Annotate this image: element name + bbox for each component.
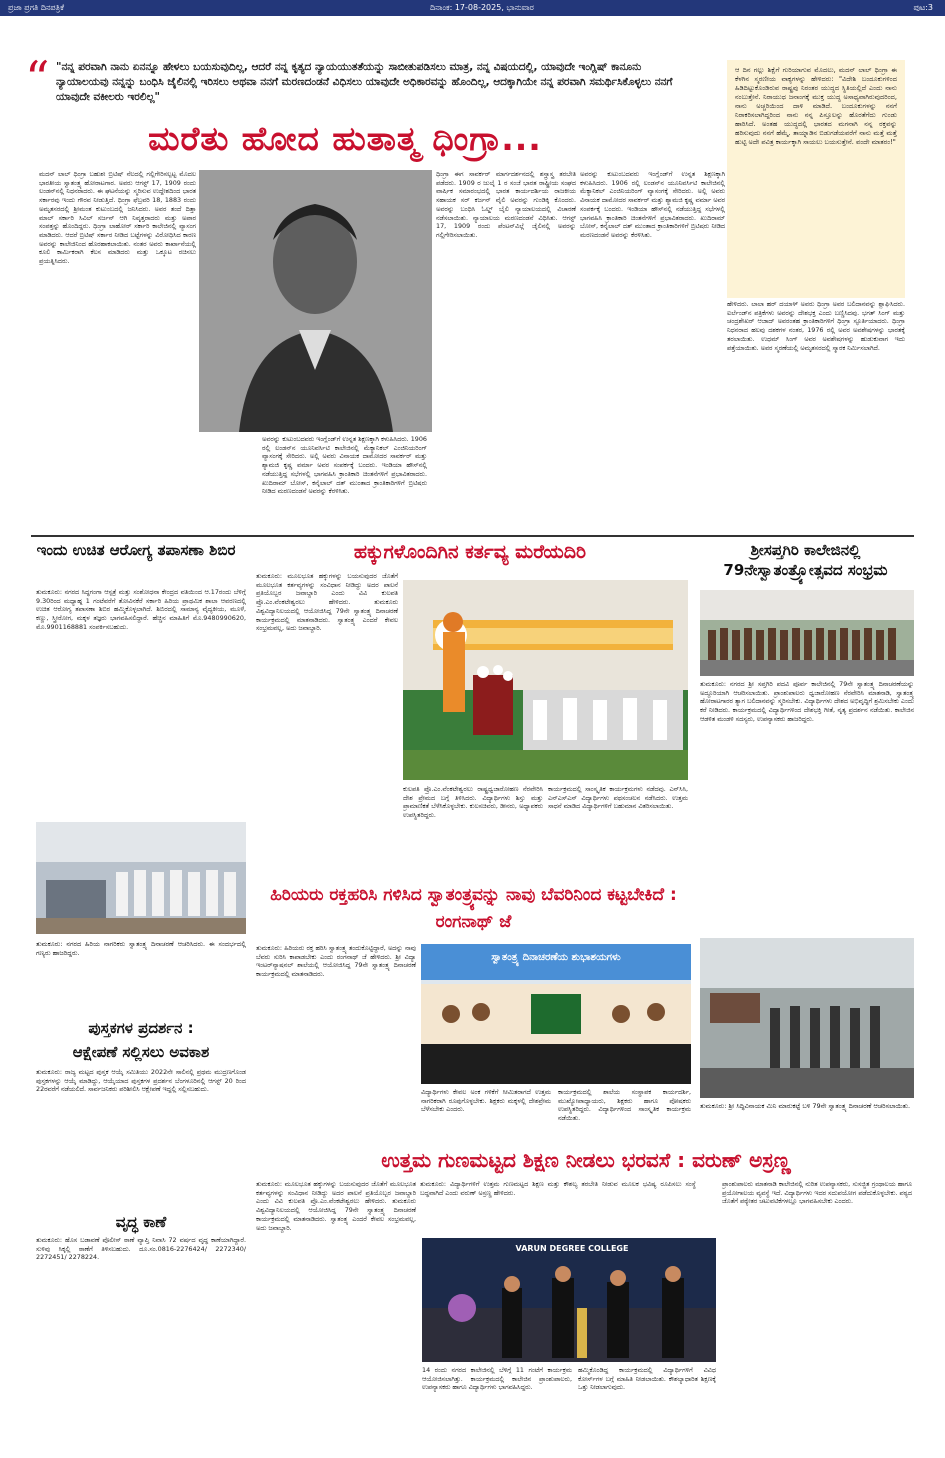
senior-citizens-photo: [36, 822, 246, 934]
dhingra-portrait: [199, 170, 432, 432]
lead-col-2: ಅವರನ್ನು ಕುಟುಂಬದವರು ಇಂಗ್ಲೆಂಡ್‌ಗೆ ಉನ್ನತ ಶಿಕ್ಷಣಕ್ಕಾಗಿ ಕಳುಹಿಸಿದರು. 1906 ರಲ್ಲಿ ಲಂಡನ್‌ನ ಯೂನಿವರ್ಸಿಟಿ ಕಾಲೇಜಿನಲ್ಲಿ ಮೆಕ್ಯಾನಿಕಲ್ ಎಂಜಿನಿಯರಿಂಗ್ ವ್ಯಾಸಂಗಕ್ಕೆ ಸೇರಿದರು. ಅಲ್ಲಿ ಅವರು ವಿನಾಯಕ ದಾಮೋದರ ಸಾವರ್ಕರ್ ಮತ್ತು ಶ್ಯಾಮಜಿ ಕೃಷ್ಣ ವರ್ಮಾ ಅವರ ಸಂಪರ್ಕಕ್ಕೆ ಬಂದರು. ಇಂಡಿಯಾ ಹೌಸ್‌ನಲ್ಲಿ ನಡೆಯುತ್ತಿದ್ದ ಸಭೆಗಳಲ್ಲಿ ಭಾಗವಹಿಸಿ ಕ್ರಾಂತಿಕಾರಿ ಚಿಂತನೆಗಳಿಗೆ ಪ್ರಭಾವಿತರಾದರು. ಖುದಿರಾಮ್ ಬೋಸ್, ಕನೈಲಾಲ್ ದತ್ ಮುಂತಾದ ಕ್ರಾಂತಿಕಾರಿಗಳಿಗೆ ಬ್ರಿಟಿಷರು ನೀಡಿದ ಮರಣದಂಡನೆ ಅವರನ್ನು ಕೆರಳಿಸಿತು.: [262, 435, 427, 496]
education-right: ಪ್ರಾಂಶುಪಾಲರು ಮಾತನಾಡಿ ಕಾಲೇಜಿನಲ್ಲಿ ನುರಿತ ಉಪನ್ಯಾಸಕರು, ಸುಸಜ್ಜಿತ ಗ್ರಂಥಾಲಯ ಹಾಗೂ ಪ್ರಯೋಗಾಲಯ ವ್ಯವಸ್ಥೆ ಇದೆ. ವಿದ್ಯಾರ್ಥಿಗಳು ಇದರ ಸದುಪಯೋಗ ಪಡೆದುಕೊಳ್ಳಬೇಕು. ಪಠ್ಯದ ಜೊತೆಗೆ ಪಠ್ಯೇತರ ಚಟುವಟಿಕೆಗಳಲ್ಲೂ ಭಾಗವಹಿಸಬೇಕು ಎಂದರು.: [722, 1180, 912, 1206]
section-divider: [31, 535, 914, 537]
issue-date: ದಿನಾಂಕ: 17-08-2025, ಭಾನುವಾರ: [430, 3, 534, 12]
college-event-body: ತುಮಕೂರು: ನಗರದ ಶ್ರೀ ಸಪ್ತಗಿರಿ ಪದವಿ ಪೂರ್ವ ಕಾಲೇಜಿನಲ್ಲಿ 79ನೇ ಸ್ವಾತಂತ್ರ್ಯ ದಿನಾಚರಣೆಯನ್ನು ಅದ್ದೂರಿಯಾಗಿ ಆಚರಿಸಲಾಯಿತು. ಪ್ರಾಂಶುಪಾಲರು ಧ್ವಜಾರೋಹಣ ನೆರವೇರಿಸಿ ಮಾತನಾಡಿ, ಸ್ವಾತಂತ್ರ್ಯ ಹೋರಾಟಗಾರರ ತ್ಯಾಗ ಬಲಿದಾನವನ್ನು ಸ್ಮರಿಸಬೇಕು. ವಿದ್ಯಾರ್ಥಿಗಳು ದೇಶದ ಅಭಿವೃದ್ಧಿಗೆ ಶ್ರಮಿಸಬೇಕು ಎಂದು ಕರೆ ನೀಡಿದರು. ಕಾರ್ಯಕ್ರಮದಲ್ಲಿ ವಿದ್ಯಾರ್ಥಿಗಳಿಂದ ದೇಶಭಕ್ತಿ ಗೀತೆ, ನೃತ್ಯ ಪ್ರದರ್ಶನ ನಡೆಯಿತು. ಕಾಲೇಜಿನ ಆಡಳಿತ ಮಂಡಳಿ ಸದಸ್ಯರು, ಉಪನ್ಯಾಸಕರು ಹಾಜರಿದ್ದರು.: [700, 680, 914, 723]
duties-col-c: ಕಾರ್ಯಕ್ರಮದಲ್ಲಿ ಸಾಂಸ್ಕೃತಿಕ ಕಾರ್ಯಕ್ರಮಗಳು ನಡೆದವು. ಎನ್‌ಸಿಸಿ, ಎನ್‌ಎಸ್‌ಎಸ್ ವಿದ್ಯಾರ್ಥಿಗಳು ಪಥಸಂಚಲನ ನಡೆಸಿದರು. ಉತ್ತಮ ಸಾಧನೆ ಮಾಡಿದ ವಿದ್ಯಾರ್ಥಿಗಳಿಗೆ ಬಹುಮಾನ ವಿತರಿಸಲಾಯಿತು.: [548, 785, 688, 811]
university-event-photo: [403, 580, 688, 780]
school-event-photo: [421, 944, 691, 1084]
blood-col-right: ಕಾರ್ಯಕ್ರಮದಲ್ಲಿ ಶಾಲೆಯ ಸಂಸ್ಥಾಪಕ ಕಾರ್ಯದರ್ಶಿ, ಮುಖ್ಯೋಪಾಧ್ಯಾಯರು, ಶಿಕ್ಷಕರು ಹಾಗೂ ಪೋಷಕರು ಉಪಸ್ಥಿತರಿದ್ದರು. ವಿದ್ಯಾರ್ಥಿಗಳಿಂದ ಸಾಂಸ್ಕೃತಿಕ ಕಾರ್ಯಕ್ರಮ ನಡೆಯಿತು.: [558, 1088, 691, 1123]
lead-quote: "ನನ್ನ ಪರವಾಗಿ ನಾನು ಏನನ್ನೂ ಹೇಳಲು ಬಯಸುವುದಿಲ್ಲ, ಆದರೆ ನನ್ನ ಕೃತ್ಯದ ನ್ಯಾಯಯುತತೆಯನ್ನು ಸಾಬೀತುಪಡಿಸಲು ಮಾತ್ರ, ನನ್ನ ವಿಷಯದಲ್ಲಿ, ಯಾವುದೇ ಇಂಗ್ಲಿಷ್ ಕಾನೂನು ನ್ಯಾಯಾಲಯವು ನನ್ನನ್ನು ಬಂಧಿಸಿ ಜೈಲಿನಲ್ಲಿ ಇರಿಸಲು ಅಥವಾ ನನಗೆ ಮರಣದಂಡನೆ ವಿಧಿಸಲು ಯಾವುದೇ ಅಧಿಕಾರವನ್ನು ಹೊಂದಿಲ್ಲ, ಆದಕ್ಕಾಗಿಯೇ ನನ್ನ ಪರವಾಗಿ ಸಮರ್ಥಿಸಿಕೊಳ್ಳಲು ನನಗೆ ಯಾವುದೇ ವಕೀಲರು ಇರಲಿಲ್ಲ": [56, 61, 673, 103]
education-headline: ಉತ್ತಮ ಗುಣಮಟ್ಟದ ಶಿಕ್ಷಣ ನೀಡಲು ಭರವಸೆ : ವರುಣ್ ಅಸ್ರಣ್ಣ: [381, 1148, 791, 1172]
blood-story-headline: ಹಿರಿಯರು ರಕ್ತಹರಿಸಿ ಗಳಿಸಿದ ಸ್ವಾತಂತ್ರ್ಯವನ್ನು ನಾವು ಬೆವರಿನಿಂದ ಕಟ್ಟಬೇಕಿದೆ : ರಂಗನಾಥ್ ಜೆ: [270, 885, 677, 932]
quote-mark-icon: “: [25, 51, 50, 107]
market-event-photo: [700, 938, 914, 1098]
education-left-col: ತುಮಕೂರು: ಮೂಲಭೂತ ಹಕ್ಕುಗಳನ್ನು ಬಯಸುವುದರ ಜೊತೆಗೆ ಮೂಲಭೂತ ಕರ್ತವ್ಯಗಳನ್ನು ಸಂವಿಧಾನ ನೀಡಿದ್ದು ಅದರ ಪಾಲನೆ ಪ್ರತಿಯೊಬ್ಬರ ಜವಾಬ್ದಾರಿ ಎಂದು ವಿವಿ ಕುಲಪತಿ ಪ್ರೊ.ಎಂ.ವೆಂಕಟೇಶ್ವರಲು ಹೇಳಿದರು. ತುಮಕೂರು ವಿಶ್ವವಿದ್ಯಾನಿಲಯದಲ್ಲಿ ಆಯೋಜಿಸಿದ್ದ 79ನೇ ಸ್ವಾತಂತ್ರ್ಯ ದಿನಾಚರಣೆ ಕಾರ್ಯಕ್ರಮದಲ್ಲಿ ಮಾತನಾಡಿದರು. ಸ್ವಾತಂತ್ರ್ಯ ಎಂದರೆ ಕೇವಲ ಸಂಭ್ರಮವಲ್ಲ, ಅದು ಜವಾಬ್ದಾರಿ.: [256, 1180, 416, 1232]
health-camp-heading: ಇಂದು ಉಚಿತ ಆರೋಗ್ಯ ತಪಾಸಣಾ ಶಿಬಿರ: [36, 541, 236, 559]
dhingra-last-words-box: [727, 60, 905, 298]
last-words-text: ಆ ದಿನ ಗಲ್ಲು ಶಿಕ್ಷೆಗೆ ಗುರಿಯಾಗುವ ಮೊದಲು, ಮದನ್ ಲಾಲ್ ಧಿಂಗ್ರಾ ಈ ಕೆಳಗಿನ ಸ್ಮರಣೀಯ ವಾಕ್ಯಗಳನ್ನು ಹೇಳಿದರು: "ವಿದೇಶಿ ಬಂದೂಕುಗಳಿಂದ ಹಿಡಿದಿಟ್ಟುಕೊಂಡಿರುವ ರಾಷ್ಟ್ರವು ನಿರಂತರ ಯುದ್ಧದ ಸ್ಥಿತಿಯಲ್ಲಿದೆ ಎಂದು ನಾನು ನಂಬುತ್ತೇನೆ. ನಿರಾಯುಧ ಜನಾಂಗಕ್ಕೆ ಮುಕ್ತ ಯುದ್ಧ ಅಸಾಧ್ಯವಾಗಿರುವುದರಿಂದ, ನಾನು ಅಚ್ಚರಿಯಿಂದ ದಾಳಿ ಮಾಡಿದೆ. ಬಂದೂಕುಗಳನ್ನು ನನಗೆ ನಿರಾಕರಿಸಲಾಗಿದ್ದರಿಂದ ನಾನು ನನ್ನ ಪಿಸ್ತೂಲನ್ನು ಹೊರತೆಗೆದು ಗುಂಡು ಹಾರಿಸಿದೆ. ಅಂತಹ ಯುದ್ಧದಲ್ಲಿ ಭಾರತದ ಮಗನಾಗಿ ನನ್ನ ರಕ್ತವನ್ನು ಹರಿಸುವುದು ನನಗೆ ಹೆಮ್ಮೆ. ತಾಯ್ನಾಡಿನ ಬಿಡುಗಡೆಯವರೆಗೆ ನಾನು ಮತ್ತೆ ಮತ್ತೆ ಹುಟ್ಟಿ ಅದೇ ಪವಿತ್ರ ಕಾರ್ಯಕ್ಕಾಗಿ ಸಾಯಲು ಬಯಸುತ್ತೇನೆ. ವಂದೇ ಮಾತರಂ!": [735, 66, 897, 146]
health-camp-body: ತುಮಕೂರು: ನಗರದ ಸಿದ್ಧಗಂಗಾ ಆಸ್ಪತ್ರೆ ಮತ್ತು ಸಂಶೋಧನಾ ಕೇಂದ್ರದ ವತಿಯಿಂದ ಆ.17ರಂದು ಬೆಳಿಗ್ಗೆ 9.30ರಿಂದ ಮಧ್ಯಾಹ್ನ 1 ಗಂಟೆವರೆಗೆ ತೋವಿನಕೆರೆ ಸರ್ಕಾರಿ ಹಿರಿಯ ಪ್ರಾಥಮಿಕ ಶಾಲಾ ಆವರಣದಲ್ಲಿ ಉಚಿತ ಆರೋಗ್ಯ ತಪಾಸಣಾ ಶಿಬಿರ ಹಮ್ಮಿಕೊಳ್ಳಲಾಗಿದೆ. ಶಿಬಿರದಲ್ಲಿ ಸಾಮಾನ್ಯ ವೈದ್ಯಕೀಯ, ಮೂಳೆ, ಕಣ್ಣು, ಸ್ತ್ರೀರೋಗ, ಮಕ್ಕಳ ತಜ್ಞರು ಭಾಗವಹಿಸಲಿದ್ದಾರೆ. ಹೆಚ್ಚಿನ ಮಾಹಿತಿಗೆ ಮೊ.9480990620, ಮೊ.9901168881 ಸಂಪರ್ಕಿಸಬಹುದು.: [36, 588, 246, 631]
education-caption: 14 ರಂದು ನಗರದ ಕಾಲೇಜಿನಲ್ಲಿ ಬೆಳಿಗ್ಗೆ 11 ಗಂಟೆಗೆ ಕಾರ್ಯಕ್ರಮ ಆಯೋಜಿಸಲಾಗಿತ್ತು. ಕಾರ್ಯಕ್ರಮದಲ್ಲಿ ಕಾಲೇಜಿನ ಪ್ರಾಂಶುಪಾಲರು, ಉಪನ್ಯಾಸಕರು ಹಾಗೂ ವಿದ್ಯಾರ್ಥಿಗಳು ಭಾಗವಹಿಸಿದ್ದರು.: [422, 1366, 572, 1392]
duties-headline: ಹಕ್ಕುಗಳೊಂದಿಗಿನ ಕರ್ತವ್ಯ ಮರೆಯದಿರಿ: [353, 541, 587, 563]
masthead-bar: [0, 0, 945, 16]
book-exhibition-heading-1: ಪುಸ್ತಕಗಳ ಪ್ರದರ್ಶನ :: [88, 1019, 194, 1037]
blood-col-left: ತುಮಕೂರು: ಹಿರಿಯರು ರಕ್ತ ಹರಿಸಿ ಸ್ವಾತಂತ್ರ್ಯ ತಂದುಕೊಟ್ಟಿದ್ದಾರೆ, ಅದನ್ನು ನಾವು ಬೆವರು ಸುರಿಸಿ ಕಾಪಾಡಬೇಕು ಎಂದು ರಂಗನಾಥ್ ಜೆ ಹೇಳಿದರು. ಶ್ರೀ ವಿದ್ಯಾ ಇಂಟರ್‌ನ್ಯಾಷನಲ್ ಶಾಲೆಯಲ್ಲಿ ಆಯೋಜಿಸಿದ್ದ 79ನೇ ಸ್ವಾತಂತ್ರ್ಯ ದಿನಾಚರಣೆ ಕಾರ್ಯಕ್ರಮದಲ್ಲಿ ಮಾತನಾಡಿದರು.: [256, 944, 416, 979]
lead-right-col: ಹೇಳಿದರು. ಲಾಲಾ ಹರ್ ದಯಾಳ್ ಅವರು ಧಿಂಗ್ರಾ ಅವರ ಬಲಿದಾನವನ್ನು ಶ್ಲಾಘಿಸಿದರು. ಐರ್ಲೆಂಡ್‌ನ ಪತ್ರಿಕೆಗಳು ಅವರನ್ನು ದೇಶಭಕ್ತ ಎಂದು ಬಣ್ಣಿಸಿದವು. ಭಗತ್ ಸಿಂಗ್ ಮತ್ತು ಚಂದ್ರಶೇಖರ್ ಆಜಾದ್ ಅವರಂತಹ ಕ್ರಾಂತಿಕಾರಿಗಳಿಗೆ ಧಿಂಗ್ರಾ ಸ್ಫೂರ್ತಿಯಾದರು. ಧಿಂಗ್ರಾ ನಿಧನರಾದ ಹಲವು ದಶಕಗಳ ನಂತರ, 1976 ರಲ್ಲಿ ಅವರ ಅವಶೇಷಗಳನ್ನು ಭಾರತಕ್ಕೆ ತರಲಾಯಿತು. ಉಧಮ್ ಸಿಂಗ್ ಅವರ ಅವಶೇಷಗಳನ್ನು ಹುಡುಕುವಾಗ ಇದು ಪತ್ತೆಯಾಯಿತು. ಅವರ ಸ್ಮರಣೆಯಲ್ಲಿ ಅಮೃತಸರದಲ್ಲಿ ಸ್ಮಾರಕ ನಿರ್ಮಿಸಲಾಗಿದೆ.: [727, 300, 905, 352]
stage-banner-text: VARUN DEGREE COLLEGE: [515, 1244, 629, 1253]
education-stage-photo: [422, 1238, 716, 1362]
lead-col-4: ಅವರನ್ನು ಕುಟುಂಬದವರು ಇಂಗ್ಲೆಂಡ್‌ಗೆ ಉನ್ನತ ಶಿಕ್ಷಣಕ್ಕಾಗಿ ಕಳುಹಿಸಿದರು. 1906 ರಲ್ಲಿ ಲಂಡನ್‌ನ ಯೂನಿವರ್ಸಿಟಿ ಕಾಲೇಜಿನಲ್ಲಿ ಮೆಕ್ಯಾನಿಕಲ್ ಎಂಜಿನಿಯರಿಂಗ್ ವ್ಯಾಸಂಗಕ್ಕೆ ಸೇರಿದರು. ಅಲ್ಲಿ ಅವರು ವಿನಾಯಕ ದಾಮೋದರ ಸಾವರ್ಕರ್ ಮತ್ತು ಶ್ಯಾಮಜಿ ಕೃಷ್ಣ ವರ್ಮಾ ಅವರ ಸಂಪರ್ಕಕ್ಕೆ ಬಂದರು. ಇಂಡಿಯಾ ಹೌಸ್‌ನಲ್ಲಿ ನಡೆಯುತ್ತಿದ್ದ ಸಭೆಗಳಲ್ಲಿ ಭಾಗವಹಿಸಿ ಕ್ರಾಂತಿಕಾರಿ ಚಿಂತನೆಗಳಿಗೆ ಪ್ರಭಾವಿತರಾದರು. ಖುದಿರಾಮ್ ಬೋಸ್, ಕನೈಲಾಲ್ ದತ್ ಮುಂತಾದ ಕ್ರಾಂತಿಕಾರಿಗಳಿಗೆ ಬ್ರಿಟಿಷರು ನೀಡಿದ ಮರಣದಂಡನೆ ಅವರನ್ನು ಕೆರಳಿಸಿತು.: [580, 170, 725, 239]
education-mid: ಹಮ್ಮಿಕೊಂಡಿದ್ದ ಕಾರ್ಯಕ್ರಮದಲ್ಲಿ ವಿದ್ಯಾರ್ಥಿಗಳಿಗೆ ವಿವಿಧ ಕೋರ್ಸ್‌ಗಳ ಬಗ್ಗೆ ಮಾಹಿತಿ ನೀಡಲಾಯಿತು. ಕೌಶಲ್ಯಾಧಾರಿತ ಶಿಕ್ಷಣಕ್ಕೆ ಒತ್ತು ನೀಡಲಾಗುವುದು.: [578, 1366, 716, 1392]
page-number: ಪುಟ:3: [913, 3, 933, 12]
duties-col-b: ಕುಲಪತಿ ಪ್ರೊ.ಎಂ.ವೆಂಕಟೇಶ್ವರಲು ರಾಷ್ಟ್ರಧ್ವಜಾರೋಹಣ ನೆರವೇರಿಸಿ ದೇಶ ಪ್ರೇಮದ ಬಗ್ಗೆ ತಿಳಿಸಿದರು. ವಿದ್ಯಾರ್ಥಿಗಳು ಶಿಸ್ತು ಮತ್ತು ಪ್ರಾಮಾಣಿಕತೆ ಬೆಳೆಸಿಕೊಳ್ಳಬೇಕು. ಕುಲಸಚಿವರು, ಡೀನರು, ಅಧ್ಯಾಪಕರು ಉಪಸ್ಥಿತರಿದ್ದರು.: [403, 785, 543, 820]
missing-person-body: ತುಮಕೂರು: ಹೊಸ ಬಡಾವಣೆ ಪೊಲೀಸ್ ಠಾಣೆ ವ್ಯಾಪ್ತಿ ನಿವಾಸಿ 72 ವರ್ಷದ ವೃದ್ಧ ಕಾಣೆಯಾಗಿದ್ದಾರೆ. ಸುಳಿವು ಸಿಕ್ಕಲ್ಲಿ ಠಾಣೆಗೆ ತಿಳಿಸಬಹುದು. ದೂ.ಸಂ.0816-2276424/ 2272340/ 2272451/ 2278224.: [36, 1236, 246, 1262]
book-exhibition-heading-2: ಆಕ್ಷೇಪಣೆ ಸಲ್ಲಿಸಲು ಅವಕಾಶ: [72, 1043, 210, 1061]
market-event-caption: ತುಮಕೂರು: ಶ್ರೀ ಸಿದ್ಧಿವಿನಾಯಕ ಮಿನಿ ಮಾರುಕಟ್ಟೆ ಬಳಿ 79ನೇ ಸ್ವಾತಂತ್ರ್ಯ ದಿನಾಚರಣೆ ಆಚರಿಸಲಾಯಿತು.: [700, 1102, 911, 1110]
lead-headline: ಮರೆತು ಹೋದ ಹುತಾತ್ಮ ಧಿಂಗ್ರಾ...: [148, 119, 542, 158]
college-group-photo: [700, 590, 914, 676]
duties-col-a: ತುಮಕೂರು: ಮೂಲಭೂತ ಹಕ್ಕುಗಳನ್ನು ಬಯಸುವುದರ ಜೊತೆಗೆ ಮೂಲಭೂತ ಕರ್ತವ್ಯಗಳನ್ನು ಸಂವಿಧಾನ ನೀಡಿದ್ದು ಅದರ ಪಾಲನೆ ಪ್ರತಿಯೊಬ್ಬರ ಜವಾಬ್ದಾರಿ ಎಂದು ವಿವಿ ಕುಲಪತಿ ಪ್ರೊ.ಎಂ.ವೆಂಕಟೇಶ್ವರಲು ಹೇಳಿದರು. ತುಮಕೂರು ವಿಶ್ವವಿದ್ಯಾನಿಲಯದಲ್ಲಿ ಆಯೋಜಿಸಿದ್ದ 79ನೇ ಸ್ವಾತಂತ್ರ್ಯ ದಿನಾಚರಣೆ ಕಾರ್ಯಕ್ರಮದಲ್ಲಿ ಮಾತನಾಡಿದರು. ಸ್ವಾತಂತ್ರ್ಯ ಎಂದರೆ ಕೇವಲ ಸಂಭ್ರಮವಲ್ಲ, ಅದು ಜವಾಬ್ದಾರಿ.: [256, 572, 398, 633]
lead-col-1: ಮದನ್ ಲಾಲ್ ಧಿಂಗ್ರಾ ಬಹುಶಃ ಬ್ರಿಟಿಷ್ ನೆಲದಲ್ಲಿ ಗಲ್ಲಿಗೇರಿಸಲ್ಪಟ್ಟ ಮೊದಲ ಭಾರತೀಯ ಸ್ವಾತಂತ್ರ್ಯ ಹೋರಾಟಗಾರ. ಅವರು ಆಗಸ್ಟ್ 17, 1909 ರಂದು ಲಂಡನ್‌ನಲ್ಲಿ ನಿಧನರಾದರು. ಈ ಘಟನೆಯನ್ನು ಸ್ಮರಿಸುವ ಉದ್ದೇಶದಿಂದ ಭಾರತ ಸರ್ಕಾರವು ಇಂದು ಗೌರವ ನೀಡುತ್ತಿದೆ. ಧಿಂಗ್ರಾ ಫೆಬ್ರವರಿ 18, 1883 ರಂದು ಅಮೃತಸರದಲ್ಲಿ ಶ್ರೀಮಂತ ಕುಟುಂಬದಲ್ಲಿ ಜನಿಸಿದರು. ಅವರ ತಂದೆ ದಿತ್ತಾ ಮಾಲ್ ಸರ್ಕಾರಿ ಸಿವಿಲ್ ಸರ್ಜನ್ ಆಗಿ ನಿವೃತ್ತರಾದರು ಮತ್ತು ಅಪಾರ ಸಂಪತ್ತನ್ನು ಹೊಂದಿದ್ದರು. ಧಿಂಗ್ರಾ ಲಾಹೋರ್ ಸರ್ಕಾರಿ ಕಾಲೇಜಿನಲ್ಲಿ ವ್ಯಾಸಂಗ ಮಾಡಿದರು. ಆದರೆ ಬ್ರಿಟಿಷ್ ಸರ್ಕಾರ ನೀಡಿದ ಬಟ್ಟೆಗಳನ್ನು ವಿರೋಧಿಸಿದ ಕಾರಣ ಅವರನ್ನು ಕಾಲೇಜಿನಿಂದ ಹೊರಹಾಕಲಾಯಿತು. ನಂತರ ಅವರು ಕಾರ್ಖಾನೆಯಲ್ಲಿ ಕೂಲಿ ಕಾರ್ಮಿಕರಾಗಿ ಕೆಲಸ ಮಾಡಿದರು ಮತ್ತು ಒಕ್ಕೂಟ ರಚಿಸಲು ಪ್ರಯತ್ನಿಸಿದರು.: [39, 170, 196, 266]
senior-citizens-caption: ತುಮಕೂರು: ನಗರದ ಹಿರಿಯ ನಾಗರಿಕರು ಸ್ವಾತಂತ್ರ್ಯ ದಿನಾಚರಣೆ ಆಚರಿಸಿದರು. ಈ ಸಂದರ್ಭದಲ್ಲಿ ಗಣ್ಯರು ಹಾಜರಿದ್ದರು.: [36, 940, 246, 957]
book-exhibition-body: ತುಮಕೂರು: ರಾಜ್ಯ ಮಟ್ಟದ ಪುಸ್ತಕ ಆಯ್ಕೆ ಸಮಿತಿಯು 2022ನೇ ಸಾಲಿನಲ್ಲಿ ಪ್ರಥಮ ಮುದ್ರಣಗೊಂಡ ಪುಸ್ತಕಗಳನ್ನು ಆಯ್ಕೆ ಮಾಡಿದ್ದು, ಆಯ್ಕೆಯಾದ ಪುಸ್ತಕಗಳ ಪ್ರದರ್ಶನ ಬೆಂಗಳೂರಿನಲ್ಲಿ ಆಗಸ್ಟ್ 20 ರಿಂದ 22ರವರೆಗೆ ನಡೆಯಲಿದೆ. ಸಾರ್ವಜನಿಕರು ಪರಿಶೀಲಿಸಿ ಆಕ್ಷೇಪಣೆ ಇದ್ದಲ್ಲಿ ಸಲ್ಲಿಸಬಹುದು.: [36, 1068, 246, 1094]
school-banner-text: ಸ್ವಾತಂತ್ರ್ಯ ದಿನಾಚರಣೆಯ ಶುಭಾಶಯಗಳು: [491, 952, 621, 963]
lead-col-3: ಧಿಂಗ್ರಾ ಈಗ ಸಾವರ್ಕರ್ ಮಾರ್ಗದರ್ಶನದಲ್ಲಿ ಶಸ್ತ್ರಾಸ್ತ್ರ ತರಬೇತಿ ಪಡೆದರು. 1909 ರ ಜುಲೈ 1 ರ ಸಂಜೆ ಭಾರತ ರಾಷ್ಟ್ರೀಯ ಸಂಘದ ವಾರ್ಷಿಕ ಸಮಾರಂಭದಲ್ಲಿ ಭಾರತ ಕಾರ್ಯದರ್ಶಿಯ ರಾಜಕೀಯ ಸಹಾಯಕ ಸರ್ ಕರ್ಜನ್ ವೈಲಿ ಅವರನ್ನು ಗುಂಡಿಕ್ಕಿ ಕೊಂದರು. ಅವರನ್ನು ಬಂಧಿಸಿ ಓಲ್ಡ್ ಬೈಲಿ ನ್ಯಾಯಾಲಯದಲ್ಲಿ ವಿಚಾರಣೆ ನಡೆಸಲಾಯಿತು. ನ್ಯಾಯಾಲಯ ಮರಣದಂಡನೆ ವಿಧಿಸಿತು. ಆಗಸ್ಟ್ 17, 1909 ರಂದು ಪೆಂಟನ್‌ವಿಲ್ಲೆ ಜೈಲಿನಲ್ಲಿ ಅವರನ್ನು ಗಲ್ಲಿಗೇರಿಸಲಾಯಿತು.: [436, 170, 576, 239]
blood-col-mid: ವಿದ್ಯಾರ್ಥಿಗಳು ಕೇವಲ ಅಂಕ ಗಳಿಕೆಗೆ ಸೀಮಿತರಾಗದೆ ಉತ್ತಮ ನಾಗರಿಕರಾಗಿ ರೂಪುಗೊಳ್ಳಬೇಕು. ಶಿಕ್ಷಕರು ಮಕ್ಕಳಲ್ಲಿ ದೇಶಪ್ರೇಮ ಬೆಳೆಸಬೇಕು ಎಂದರು.: [421, 1088, 551, 1114]
education-intro: ತುಮಕೂರು: ವಿದ್ಯಾರ್ಥಿಗಳಿಗೆ ಉತ್ತಮ ಗುಣಮಟ್ಟದ ಶಿಕ್ಷಣ ಮತ್ತು ಕೌಶಲ್ಯ ತರಬೇತಿ ನೀಡುವ ಮೂಲಕ ಭವಿಷ್ಯ ರೂಪಿಸಲು ಸಂಸ್ಥೆ ಬದ್ಧವಾಗಿದೆ ಎಂದು ವರುಣ್ ಅಸ್ರಣ್ಣ ಹೇಳಿದರು.: [420, 1180, 696, 1197]
missing-person-heading: ವೃದ್ಧ ಕಾಣೆ: [115, 1213, 167, 1231]
college-event-headline: ಶ್ರೀಸಪ್ತಗಿರಿ ಕಾಲೇಜಿನಲ್ಲಿ 79ನೇಸ್ವಾತಂತ್ರ್ಯೋತ್ಸವದ ಸಂಭ್ರಮ: [723, 541, 888, 579]
paper-name: ಪ್ರಜಾ ಪ್ರಗತಿ ದಿನಪತ್ರಿಕೆ: [8, 3, 65, 12]
